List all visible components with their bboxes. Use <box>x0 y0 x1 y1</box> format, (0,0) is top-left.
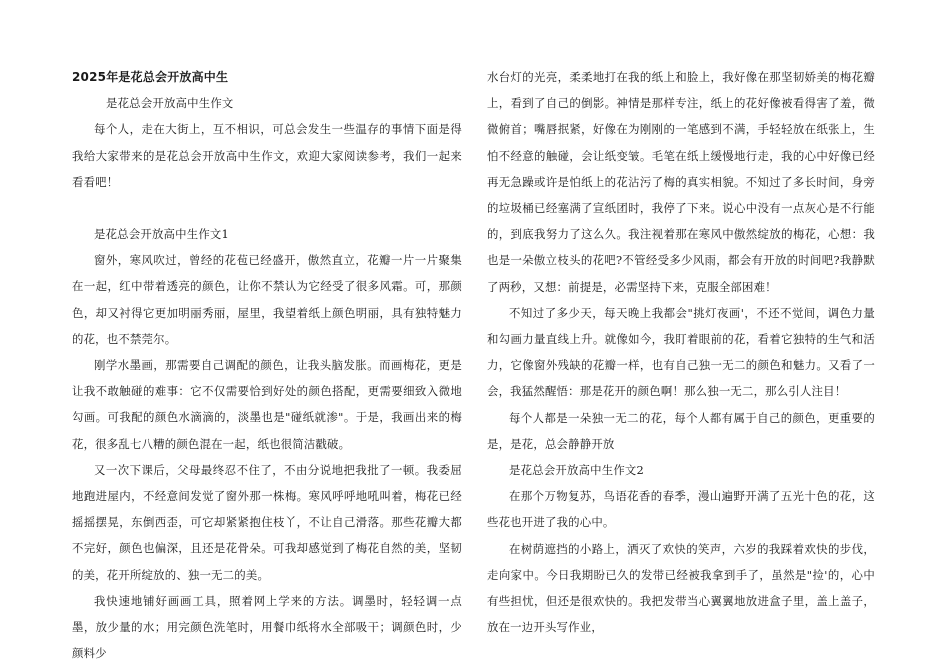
paragraph: 每个人都是一朵独一无二的花，每个人都有属于自己的颜色，更重要的是，是花，总会静静开放 <box>487 410 875 451</box>
spacer <box>72 195 462 221</box>
paragraph: 在那个万物复苏，鸟语花香的春季，漫山遍野开满了五光十色的花，这些花也开进了我的心中。 <box>487 489 875 530</box>
intro-paragraph: 每个人，走在大街上，互不相识，可总会发生一些温存的事情下面是得我给大家带来的是花总会开放高中生作文，欢迎大家阅读参考，我们一起来看看吧！ <box>72 122 462 189</box>
left-column <box>72 64 462 666</box>
paragraph: 窗外，寒风吹过，曾经的花苞已经盛开，傲然直立，花瓣一片一片聚集在一起，红中带着透亮的颜色，让你不禁认为它经受了很多风霜。可，那颜色，却又衬得它更加明丽秀丽，屋里，我望着纸上颜色明丽，具有独特魅力的花，也不禁莞尔。 <box>72 253 462 346</box>
paragraph: 我快速地铺好画画工具，照着网上学来的方法。调墨时，轻轻调一点墨，放少量的水；用完颜色洗笔时，用餐巾纸将水全部吸干；调颜色时，少颜料少 <box>72 593 462 661</box>
paragraph: 刚学水墨画，那需要自己调配的颜色，让我头脑发胀。而画梅花，更是让我不敢触碰的难事：它不仅需要恰到好处的颜色搭配，更需要细致入微地勾画。可我配的颜色水滴滴的，淡墨也是"碰纸就渗"。于是，我画出来的梅花，很多乱七八糟的颜色混在一起，纸也很简洁戳破。 <box>72 358 462 451</box>
document-subtitle: 是花总会开放高中生作文 <box>106 96 234 111</box>
essay2-heading: 是花总会开放高中生作文2 <box>509 463 644 478</box>
paragraph: 不知过了多少天，每天晚上我都会"挑灯夜画'，不还不觉间，调色力量和勾画力量直线上升。就像如今，我盯着眼前的花，看着它独特的生气和活力，它像窗外残缺的花瓣一样，也有自己独一无二的颜色和魅力。又看了一会，我猛然醒悟：那是花开的颜色啊！那么独一无二，那么引人注目！ <box>487 305 875 399</box>
right-column <box>487 64 875 640</box>
paragraph-continued: 水台灯的光亮，柔柔地打在我的纸上和脸上，我好像在那坚韧娇美的梅花瓣上，看到了自己的倒影。神情是那样专注，纸上的花好像被看得害了羞，微微俯首；嘴唇抿紧，好像在为刚刚的一笔感到不满，手轻轻放在纸张上，生怕不经意的触碰，会让纸变皱。毛笔在纸上缓慢地行走，我的心中好像已经再无急躁或许是怕纸上的花沾污了梅的真实相貌。不知过了多长时间，身旁的垃圾桶已经塞满了宣纸团时，我停了下来。说心中没有一点灰心是不行能的，到底我努力了这么久。我注视着那在寒风中傲然绽放的梅花，心想：我也是一朵傲立枝头的花吧?不管经受多少风雨，都会有开放的时间吧?我静默了两秒，又想：前提是，必需坚持下来，克服全部困难！ <box>487 70 875 294</box>
essay1-heading: 是花总会开放高中生作文1 <box>94 227 229 242</box>
paragraph: 在树荫遮挡的小路上，洒灭了欢快的笑声，六岁的我踩着欢快的步伐，走向家中。今日我期盼已久的发带已经被我拿到手了，虽然是"捡'的，心中有些担忧，但还是很欢快的。我把发带当心翼翼地放进盒子里，盖上盖子，放在一边开头写作业， <box>487 541 875 635</box>
paragraph: 又一次下课后，父母最终忍不住了，不由分说地把我批了一顿。我委屈地跑进屋内，不经意间发觉了窗外那一株梅。寒风呼呼地吼叫着，梅花已经摇摇摆晃，东倒西歪，可它却紧紧抱住枝丫，不让自己滑落。那些花瓣大都不完好，颜色也偏深，且还是花骨朵。可我却感觉到了梅花自然的美，坚韧的美，花开所绽放的、独一无二的美。 <box>72 462 462 582</box>
document-title: 2025年是花总会开放高中生 <box>72 70 229 84</box>
